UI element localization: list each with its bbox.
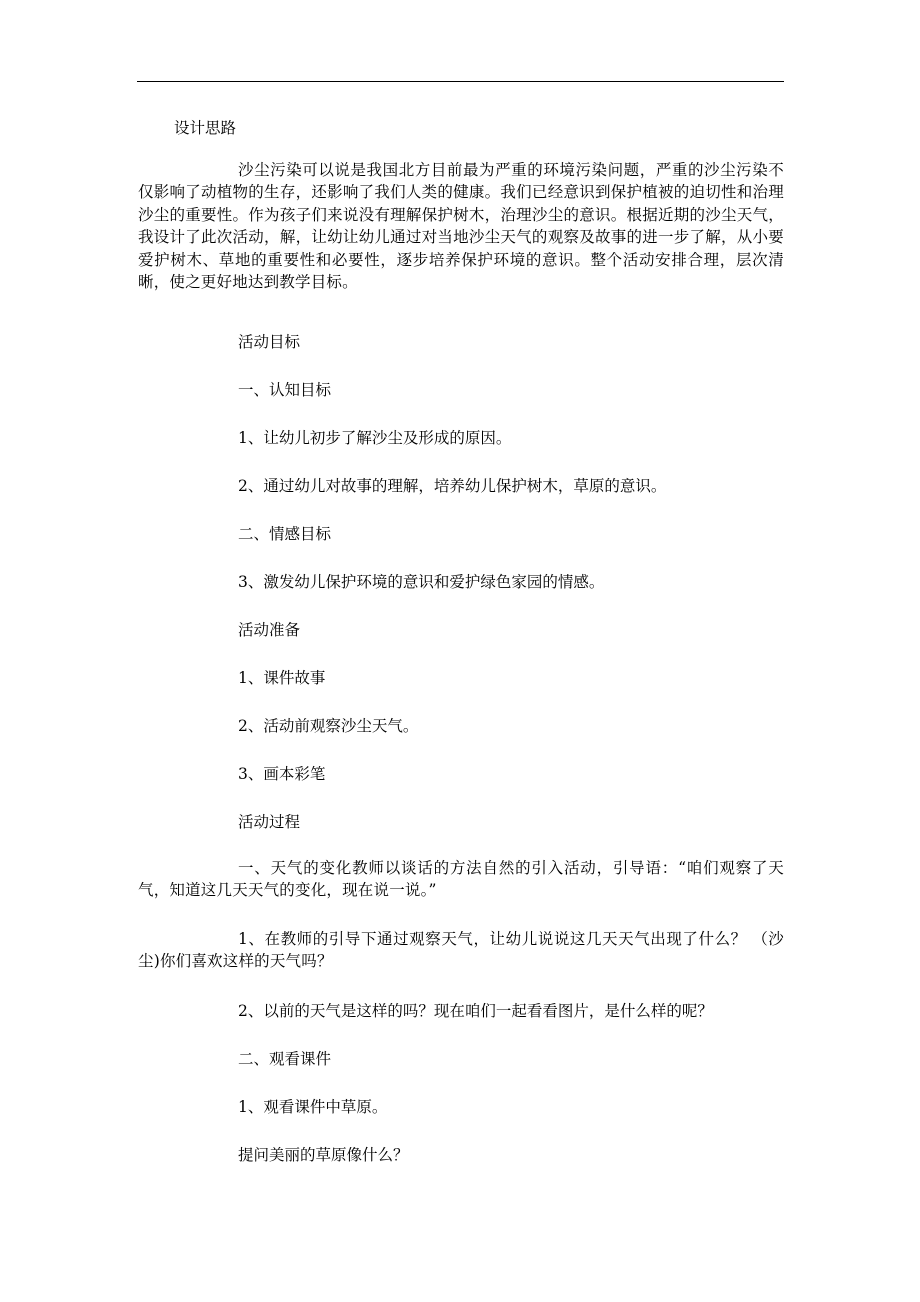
process-step-heading: 二、观看课件 xyxy=(238,1050,332,1068)
process-step-item: 2、以前的天气是这样的吗？现在咱们一起看看图片，是什么样的呢？ xyxy=(238,1002,713,1020)
process-heading: 活动过程 xyxy=(238,813,301,831)
preparation-item: 1、课件故事 xyxy=(238,669,326,687)
process-step-paragraph: 1、在教师的引导下通过观察天气，让幼儿说说这几天天气出现了什么？ （沙尘)你们喜欢这样的天气吗？ xyxy=(138,930,784,971)
preparation-item: 3、画本彩笔 xyxy=(238,765,326,783)
goal-item: 3、激发幼儿保护环境的意识和爱护绿色家园的情感。 xyxy=(238,573,605,591)
top-rule xyxy=(137,81,784,82)
goals-heading: 活动目标 xyxy=(238,333,301,351)
goal-item: 1、让幼儿初步了解沙尘及形成的原因。 xyxy=(238,429,512,447)
cognitive-goals-heading: 一、认知目标 xyxy=(238,381,332,399)
emotional-goals-heading: 二、情感目标 xyxy=(238,525,332,543)
process-question: 提问美丽的草原像什么？ xyxy=(238,1146,409,1164)
design-heading: 设计思路 xyxy=(174,119,237,137)
design-body-paragraph: 沙尘污染可以说是我国北方目前最为严重的环境污染问题，严重的沙尘污染不仅影响了动植物的生存，还影响了我们人类的健康。我们已经意识到保护植被的迫切性和治理沙尘的重要性。作为孩子们来说没有理解保护树木，治理沙尘的意识。根据近期的沙尘天气，我设计了此次活动，解，让幼让幼儿通过对当地沙尘天气的观察及故事的进一步了解，从小要爱护树木、草地的重要性和必要性，逐步培养保护环境的意识。整个活动安排合理，层次清晰，使之更好地达到教学目标。 xyxy=(138,161,784,292)
process-step-paragraph: 一、天气的变化教师以谈话的方法自然的引入活动，引导语：“咱们观察了天气，知道这几天天气的变化，现在说一说。” xyxy=(138,859,784,900)
process-step-item: 1、观看课件中草原。 xyxy=(238,1098,388,1116)
preparation-item: 2、活动前观察沙尘天气。 xyxy=(238,717,419,735)
preparation-heading: 活动准备 xyxy=(238,621,301,639)
goal-item: 2、通过幼儿对故事的理解，培养幼儿保护树木，草原的意识。 xyxy=(238,477,667,495)
